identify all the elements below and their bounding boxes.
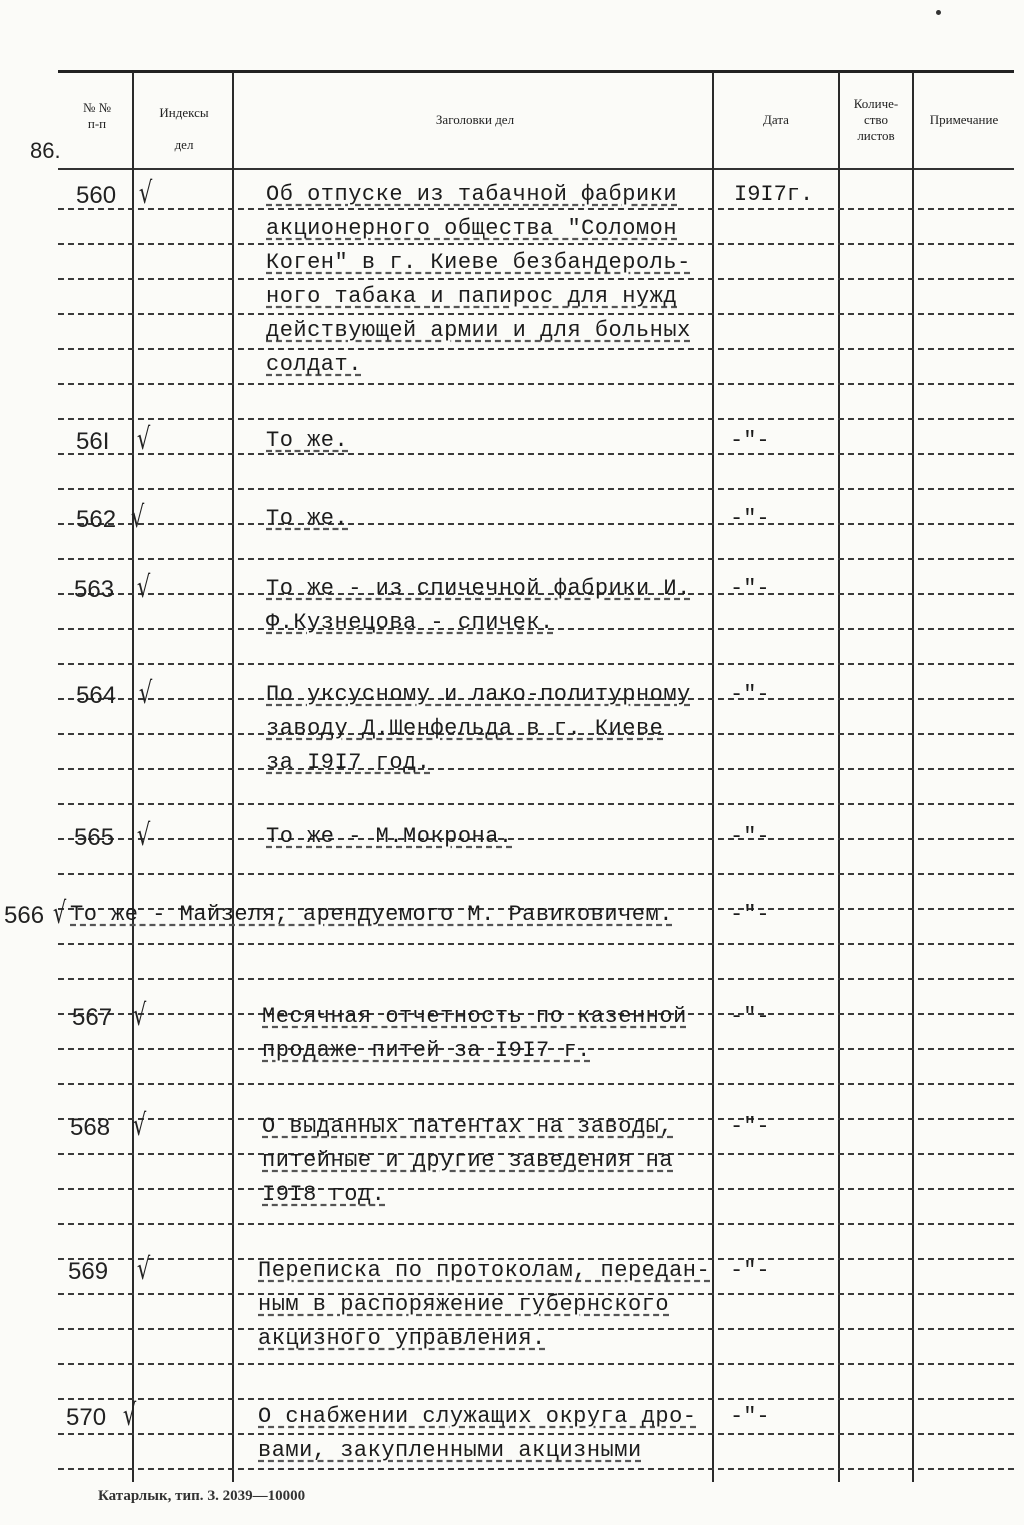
check-mark-icon: √ xyxy=(132,1108,147,1143)
entry-number: 569 xyxy=(68,1258,109,1285)
ruling-line xyxy=(58,243,1014,245)
ruling-line xyxy=(58,313,1014,315)
column-rule xyxy=(132,72,134,1482)
ruling-line xyxy=(58,208,1014,210)
entry-title-line: продаже питей за I9I7 г. xyxy=(262,1038,591,1063)
entry-title-line: заводу Д.Шенфельда в г. Киеве xyxy=(266,716,664,741)
entry-title-line: То же - из спичечной фабрики И. xyxy=(266,576,691,601)
entry-title-line: Ф.Кузнецова - спичек. xyxy=(266,610,554,635)
header-note: Примечание xyxy=(929,112,999,127)
ruling-line xyxy=(58,558,1014,560)
check-mark-icon: √ xyxy=(130,500,145,535)
entry-number: 570 xyxy=(66,1404,107,1431)
header-index: Индексы дел xyxy=(159,105,209,152)
entry-title-line: Об отпуске из табачной фабрики xyxy=(266,182,678,207)
entry-title-line: То же. xyxy=(266,428,349,453)
check-mark-icon: √ xyxy=(138,176,153,211)
entry-title-line: солдат. xyxy=(266,352,362,377)
ruling-line xyxy=(58,453,1014,455)
entry-title-line: ным в распоряжение губернского xyxy=(258,1292,670,1317)
entry-date: -"- xyxy=(730,824,770,849)
check-mark-icon: √ xyxy=(136,818,151,853)
ruling-line xyxy=(58,523,1014,525)
ruling-line xyxy=(58,488,1014,490)
entry-title-line: То же - М.Мокрона. xyxy=(266,824,513,849)
entry-title-line: вами, закупленными акцизными xyxy=(258,1438,642,1463)
entry-date: I9I7г. xyxy=(734,182,814,207)
entry-date: -"- xyxy=(730,576,770,601)
entry-number: 563 xyxy=(74,576,115,603)
header-date: Дата xyxy=(763,112,789,127)
column-rule xyxy=(712,72,714,1482)
entry-number: 564 xyxy=(76,682,117,709)
check-mark-icon: √ xyxy=(138,676,153,711)
entry-number: 566 xyxy=(4,902,45,929)
entry-date: -"- xyxy=(730,682,770,707)
printer-imprint: Катарлык, тип. З. 2039—10000 xyxy=(98,1488,306,1504)
ink-speck xyxy=(936,10,941,15)
ruling-line xyxy=(58,1083,1014,1085)
ruling-line xyxy=(58,1188,1014,1190)
entry-date: -"- xyxy=(730,1114,770,1139)
entry-date: -"- xyxy=(730,428,770,453)
entry-title-line: акцизного управления. xyxy=(258,1326,546,1351)
entry-title-line: То же. xyxy=(266,506,349,531)
check-mark-icon: √ xyxy=(136,422,151,457)
entry-number: 560 xyxy=(76,182,117,209)
entry-title-line: питейные и другие заведения на xyxy=(262,1148,674,1173)
entry-number: 565 xyxy=(74,824,115,851)
ruling-line xyxy=(58,978,1014,980)
entry-title-line: Месячная отчетность по казенной xyxy=(262,1004,687,1029)
ruling-line xyxy=(58,383,1014,385)
ruling-line xyxy=(58,1398,1014,1400)
ruling-line xyxy=(58,1468,1014,1470)
ruling-line xyxy=(58,1223,1014,1225)
header-number: № № п-п xyxy=(82,100,112,131)
entry-number: 562 xyxy=(76,506,117,533)
check-mark-icon: √ xyxy=(122,1398,137,1433)
entry-title-line: ного табака и папирос для нужд xyxy=(266,284,678,309)
entry-date: -"- xyxy=(730,1404,770,1429)
ruling-line xyxy=(58,278,1014,280)
header-title: Заголовки дел xyxy=(435,112,515,127)
entry-title-line: за I9I7 год. xyxy=(266,750,431,775)
table-header-rule xyxy=(58,168,1014,170)
header-sheets: Количе- ство листов xyxy=(853,96,899,143)
ruling-line xyxy=(58,873,1014,875)
column-rule xyxy=(912,72,914,1482)
ruling-line xyxy=(58,943,1014,945)
column-rule xyxy=(838,72,840,1482)
check-mark-icon: √ xyxy=(136,1252,151,1287)
check-mark-icon: √ xyxy=(136,570,151,605)
entry-number: 567 xyxy=(72,1004,113,1031)
entry-number: 56I xyxy=(76,428,110,455)
check-mark-icon: √ xyxy=(52,896,67,931)
ruling-line xyxy=(58,1363,1014,1365)
entry-title-line: То же - Майзеля, арендуемого М. Равиковичем. xyxy=(70,902,673,927)
ruling-line xyxy=(58,1433,1014,1435)
entry-date: -"- xyxy=(730,902,770,927)
entry-title-line: Переписка по протоколам, передан- xyxy=(258,1258,711,1283)
entry-date: -"- xyxy=(730,506,770,531)
check-mark-icon: √ xyxy=(132,998,147,1033)
column-rule xyxy=(232,72,234,1482)
entry-title-line: По уксусному и лако-политурному xyxy=(266,682,691,707)
entry-title-line: I9I8 год. xyxy=(262,1182,386,1207)
entry-title-line: акционерного общества "Соломон xyxy=(266,216,678,241)
entry-title-line: О снабжении служащих округа дро- xyxy=(258,1404,697,1429)
ruling-line xyxy=(58,348,1014,350)
entry-date: -"- xyxy=(730,1258,770,1283)
ruling-line xyxy=(58,663,1014,665)
ruling-line xyxy=(58,838,1014,840)
ruling-line xyxy=(58,768,1014,770)
entry-title-line: действующей армии и для больных xyxy=(266,318,691,343)
page-number: 86. xyxy=(30,138,61,163)
entry-number: 568 xyxy=(70,1114,111,1141)
table-top-rule xyxy=(58,70,1014,73)
ruling-line xyxy=(58,418,1014,420)
ruling-line xyxy=(58,803,1014,805)
entry-date: -"- xyxy=(730,1004,770,1029)
entry-title-line: О выданных патентах на заводы, xyxy=(262,1114,674,1139)
entry-title-line: Коген" в г. Киеве безбандероль- xyxy=(266,250,691,275)
